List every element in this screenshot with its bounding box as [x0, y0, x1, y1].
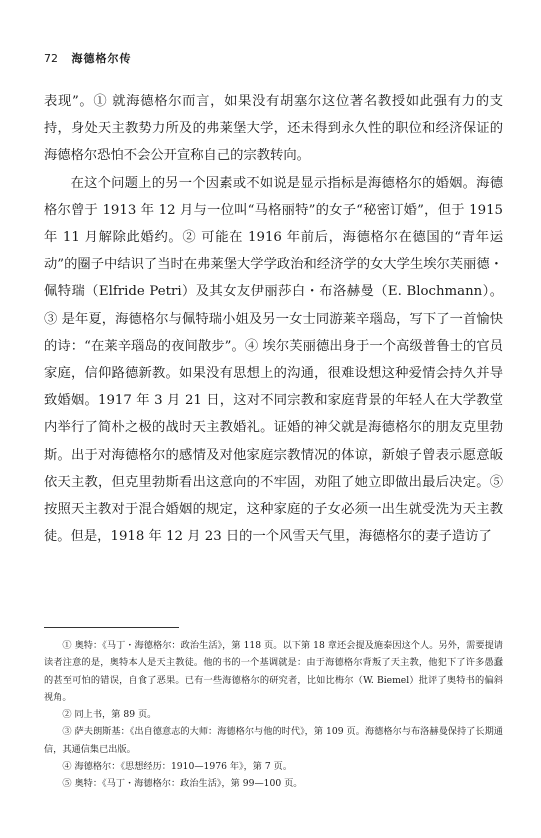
page-number: 72 — [44, 52, 58, 65]
footnotes — [44, 637, 503, 793]
footnote-1: ① 奥特：《马丁・海德格尔：政治生活》，第 118 页。以下第 18 章还会提及施泰因这个人。另外，需要提请读者注意的是，奥特本人是天主教徒。他的书的一个基调就是：由于海德格尔背叛了天主教，他犯下了许多愚蠢的甚至可怕的错误，自食了恶果。已有一些海德格尔的研究者，比如比梅尔（W. Biemel）批评了奥特书的偏斜视角。 — [44, 640, 503, 703]
book-title: 海德格尔传 — [71, 52, 132, 65]
footnote-4: ④ 海德格尔：《思想经历：1910—1976 年》，第 7 页。 — [62, 761, 293, 773]
main-text — [44, 88, 503, 550]
footnote-5: ⑤ 奥特：《马丁・海德格尔：政治生活》，第 99—100 页。 — [62, 778, 303, 790]
running-header — [44, 50, 132, 66]
footnote-2: ② 同上书，第 89 页。 — [62, 709, 157, 721]
paragraph-2: 在这个问题上的另一个因素或不如说是显示指标是海德格尔的婚姻。海德格尔曾于 1913 年 12 月与一位叫“马格丽特”的女子“秘密订婚”，但于 1915 年 11 月解除此婚约。② 可能在 1916 年前后，海德格尔在德国的“青年运动”的圈子中结识了当时在弗莱堡大学学政治和经济学的女大学生埃尔芙丽德・佩特瑞（Elfride Petri）及其女友伊丽莎白・布洛赫曼（E. Blochmann）。③ 是年夏，海德格尔与佩特瑞小姐及另一女士同游莱辛瑙岛，写下了一首愉快的诗：“在莱辛瑙岛的夜间散步”。④ 埃尔芙丽德出身于一个高级普鲁士的官员家庭，信仰路德新教。如果没有思想上的沟通，很难设想这种爱情会持久并导致婚姻。1917 年 3 月 21 日，这对不同宗教和家庭背景的年轻人在大学教堂内举行了简朴之极的战时天主教婚礼。证婚的神父就是海德格尔的朋友克里勃斯。出于对海德格尔的感情及对他家庭宗教情况的体谅，新娘子曾表示愿意皈依天主教，但克里勃斯看出这意向的不牢固，劝阻了她立即做出最后决定。⑤ 按照天主教对于混合婚姻的规定，这种家庭的子女必须一出生就受洗为天主教徒。但是，1918 年 12 月 23 日的一个风雪天气里，海德格尔的妻子造访了 — [44, 175, 503, 545]
paragraph-1: 表现”。① 就海德格尔而言，如果没有胡塞尔这位著名教授如此强有力的支持，身处天主教势力所及的弗莱堡大学，还未得到永久性的职位和经济保证的海德格尔恐怕不会公开宣称自己的宗教转向。 — [44, 94, 503, 164]
footnote-3: ③ 萨夫朗斯基：《出自德意志的大师：海德格尔与他的时代》，第 109 页。海德格尔与布洛赫曼保持了长期通信，其通信集已出版。 — [44, 726, 503, 755]
footnote-divider — [44, 627, 179, 628]
